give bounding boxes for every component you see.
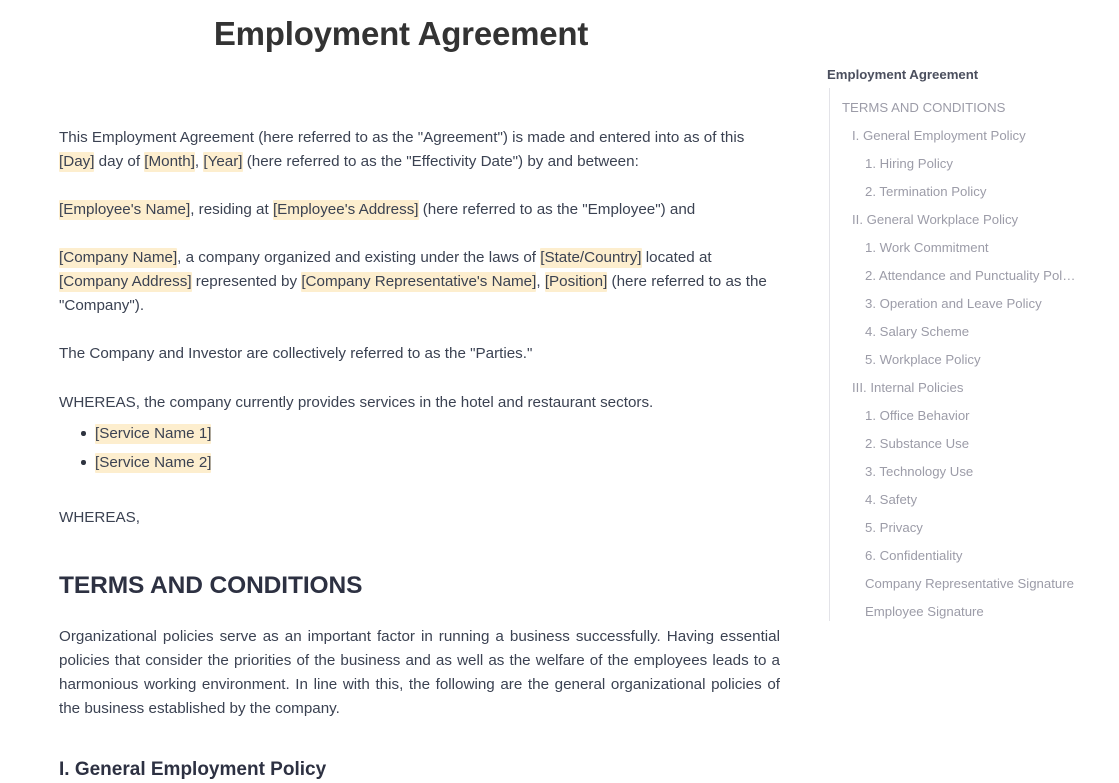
placeholder-company-address: [Company Address] bbox=[59, 273, 192, 290]
outline-item-salary-scheme[interactable]: 4. Salary Scheme bbox=[865, 324, 970, 339]
outline-item-operation-and-leave-policy[interactable]: 3. Operation and Leave Policy bbox=[865, 296, 1042, 311]
outline-item-hiring-policy[interactable]: 1. Hiring Policy bbox=[865, 156, 953, 171]
placeholder-state-country: [State/Country] bbox=[540, 249, 642, 266]
outline-item-workplace-policy[interactable]: 5. Workplace Policy bbox=[865, 352, 981, 367]
outline-item-general-employment-policy[interactable]: I. General Employment Policy bbox=[852, 128, 1026, 143]
document-body bbox=[0, 126, 820, 783]
company-text-b: located at bbox=[641, 249, 712, 266]
placeholder-year: [Year] bbox=[203, 153, 243, 170]
paragraph-whereas-2: WHEREAS, bbox=[59, 509, 141, 526]
list-item bbox=[95, 419, 780, 448]
outline-item-work-commitment[interactable]: 1. Work Commitment bbox=[865, 240, 989, 255]
company-text-a: , a company organized and existing under the laws of bbox=[177, 249, 541, 266]
placeholder-position: [Position] bbox=[544, 273, 608, 290]
employee-text-b: (here referred to as the "Employee") and bbox=[418, 201, 696, 218]
intro-text-a: This Employment Agreement (here referred to as the "Agreement") is made and entered into as of this bbox=[59, 129, 745, 146]
paragraph-terms-intro: Organizational policies serve as an important factor in running a business successfully. Having essential policies that consider the priorities of the business and as well as the welfare of the employees leads to a harmonious working environment. In line with this, the following are the general organizational policies of the business established by the company. bbox=[59, 628, 780, 717]
outline-item-attendance-and-punctuality-policy[interactable]: 2. Attendance and Punctuality Pol… bbox=[865, 268, 1076, 283]
intro-text-b: day of bbox=[94, 153, 145, 170]
outline-item-confidentiality[interactable]: 6. Confidentiality bbox=[865, 548, 963, 563]
outline-item-termination-policy[interactable]: 2. Termination Policy bbox=[865, 184, 987, 199]
placeholder-month: [Month] bbox=[144, 153, 195, 170]
company-text-d: , bbox=[536, 273, 545, 290]
placeholder-day: [Day] bbox=[59, 153, 95, 170]
paragraph-employee bbox=[59, 198, 780, 222]
service-list bbox=[59, 419, 780, 477]
outline-title: Employment Agreement bbox=[827, 67, 979, 82]
intro-text-c: , bbox=[194, 153, 204, 170]
outline-item-terms-and-conditions[interactable]: TERMS AND CONDITIONS bbox=[842, 100, 1006, 115]
outline-item-general-workplace-policy[interactable]: II. General Workplace Policy bbox=[852, 212, 1019, 227]
list-item bbox=[95, 448, 780, 477]
paragraph-parties: The Company and Investor are collectively referred to as the "Parties." bbox=[59, 345, 533, 362]
paragraph-introduction bbox=[59, 126, 780, 174]
section-heading-general-employment-policy: I. General Employment Policy bbox=[59, 759, 327, 780]
outline-item-technology-use[interactable]: 3. Technology Use bbox=[865, 464, 974, 479]
paragraph-company bbox=[59, 246, 780, 318]
paragraph-whereas-1: WHEREAS, the company currently provides services in the hotel and restaurant sectors. bbox=[59, 394, 654, 411]
outline-list[interactable] bbox=[827, 94, 1119, 626]
outline-item-office-behavior[interactable]: 1. Office Behavior bbox=[865, 408, 970, 423]
outline-item-internal-policies[interactable]: III. Internal Policies bbox=[852, 380, 964, 395]
placeholder-employee-name: [Employee's Name] bbox=[59, 201, 191, 218]
page-title: Employment Agreement bbox=[213, 15, 589, 52]
outline-item-privacy[interactable]: 5. Privacy bbox=[865, 520, 923, 535]
outline-item-safety[interactable]: 4. Safety bbox=[865, 492, 918, 507]
document-outline-panel bbox=[820, 0, 1119, 774]
outline-item-substance-use[interactable]: 2. Substance Use bbox=[865, 436, 970, 451]
section-heading-terms-and-conditions: TERMS AND CONDITIONS bbox=[59, 572, 363, 599]
outline-item-employee-signature[interactable]: Employee Signature bbox=[865, 604, 984, 619]
outline-item-company-representative-signature[interactable]: Company Representative Signature bbox=[865, 576, 1074, 591]
intro-text-d: (here referred to as the "Effectivity Date") by and between: bbox=[242, 153, 639, 170]
company-text-e: (here referred to as the "Company"). bbox=[59, 273, 767, 314]
placeholder-employee-address: [Employee's Address] bbox=[272, 201, 419, 218]
placeholder-service-name-2: [Service Name 2] bbox=[95, 454, 212, 471]
company-text-c: represented by bbox=[191, 273, 302, 290]
placeholder-service-name-1: [Service Name 1] bbox=[95, 425, 212, 442]
placeholder-company-name: [Company Name] bbox=[59, 249, 178, 266]
placeholder-company-representative: [Company Representative's Name] bbox=[301, 273, 537, 290]
employee-text-a: , residing at bbox=[190, 201, 273, 218]
